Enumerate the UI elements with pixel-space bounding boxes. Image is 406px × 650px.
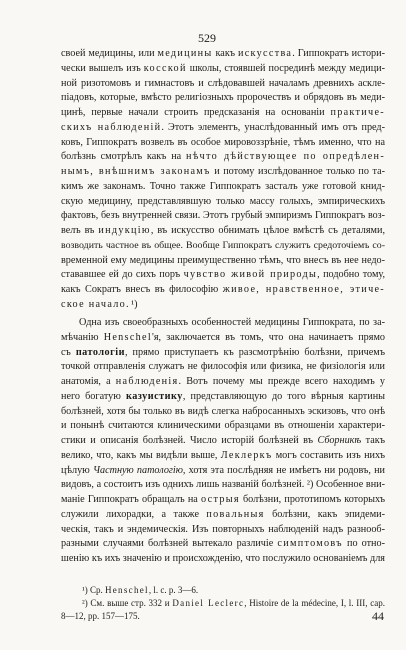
emphasis-spaced: ское начало xyxy=(61,298,127,310)
text-line xyxy=(61,180,385,195)
text-segment: стававшее ей до сихъ поръ xyxy=(61,269,184,281)
emphasis-spaced: медицины xyxy=(157,48,213,59)
text-line xyxy=(61,597,385,610)
text-segment: какъ Сократъ внесъ въ философію xyxy=(61,284,223,295)
text-line xyxy=(61,346,385,361)
text-segment: и понынѣ считаются клиническими образцами въ отношеніи характери- xyxy=(61,420,385,432)
text-segment: скую медицину, представлявшую только массу голыхъ, эмпирическихъ xyxy=(61,195,385,207)
emphasis-spaced: скихъ наблюденій xyxy=(61,121,162,133)
text-line xyxy=(61,224,385,239)
text-segment: . Этотъ элементъ, унаслѣдованный имъ отъ пред- xyxy=(161,121,386,133)
text-segment: маніе Гиппократъ обращалъ на xyxy=(61,494,201,505)
text-segment: кимъ же законамъ. Точно также Гиппократъ засталъ уже готовой книд- xyxy=(61,180,385,192)
text-segment: точкой отправленія служатъ не философія или физика, не физіологія или xyxy=(61,361,385,373)
text-line xyxy=(61,360,385,375)
text-segment: временной ему медицины преимущественно тѣмъ, что внесъ въ нее недо- xyxy=(61,254,385,266)
text-segment: служили лихорадки, а также xyxy=(61,508,207,520)
text-line xyxy=(61,254,385,269)
footnotes xyxy=(61,584,385,622)
text-line xyxy=(61,331,385,346)
text-segment: ческія, такъ и эндемическія. Изъ повторныхъ наблюденій надъ разнооб- xyxy=(61,523,385,535)
text-segment: ковъ, Гиппократъ возвелъ въ особое мировоззрѣніе, тѣмъ именно, что на xyxy=(61,136,385,148)
text-segment: . ¹) xyxy=(126,298,138,310)
emphasis-spaced: живое, нравственное, этиче- xyxy=(222,284,386,295)
paragraph xyxy=(61,47,385,313)
text-segment: своей медицины, или xyxy=(61,48,158,59)
text-segment: велъ въ xyxy=(61,225,99,236)
emphasis-spaced: симптомовъ xyxy=(277,538,343,550)
text-segment: , въ искусство обнимать цѣлое вмѣстѣ съ деталями, xyxy=(150,225,385,236)
text-segment: по отно- xyxy=(342,538,385,550)
emphasis-spaced: Леклеркъ xyxy=(220,449,273,461)
text-line xyxy=(61,150,385,165)
text-line xyxy=(61,268,385,283)
text-segment: такъ xyxy=(361,435,385,446)
text-line xyxy=(61,316,385,331)
text-line xyxy=(61,47,385,62)
text-segment: анатомія, а xyxy=(61,376,116,387)
text-line xyxy=(61,478,385,493)
text-segment: него богатую xyxy=(61,390,126,402)
emphasis-spaced: Henschel xyxy=(103,331,152,343)
text-line xyxy=(61,283,385,298)
emphasis-spaced: практиче- xyxy=(330,107,385,118)
text-segment: стики и описанія болѣзней. Число исторій болѣзней въ xyxy=(61,435,318,446)
text-line xyxy=(61,209,385,224)
text-line xyxy=(61,195,385,210)
text-segment: болѣзни, прототипомъ которыхъ xyxy=(239,494,385,505)
emphasis-bold: казуистику xyxy=(125,390,183,402)
text-segment: , прямо приступаетъ къ разсмотрѣнію болѣзни, причемъ xyxy=(124,346,385,358)
text-segment: . Вотъ почему мы прежде всего находимъ у xyxy=(178,376,386,387)
text-line xyxy=(61,537,385,552)
text-line xyxy=(61,434,385,449)
text-line xyxy=(61,62,385,77)
text-segment: . Гиппократъ истори- xyxy=(292,48,385,59)
text-line xyxy=(61,552,385,567)
text-segment: Одна изъ своеобразныхъ особенностей медицины Гиппократа, по за- xyxy=(79,317,385,328)
text-line xyxy=(61,390,385,405)
text-line xyxy=(61,106,385,121)
emphasis-spaced: острыя xyxy=(200,494,240,505)
paragraph xyxy=(61,316,385,567)
text-line xyxy=(61,165,385,180)
text-segment: могъ составить изъ нихъ xyxy=(272,449,385,461)
text-segment: , l. c. p. 3—6. xyxy=(148,585,199,595)
text-line xyxy=(61,493,385,508)
text-line xyxy=(61,405,385,420)
text-segment: , подобно тому, xyxy=(317,269,386,281)
text-line xyxy=(61,508,385,523)
emphasis-spaced: косской xyxy=(143,62,187,74)
text-segment: , хотя эта послѣдняя не имѣетъ ни родовъ, ни xyxy=(182,464,385,476)
text-line xyxy=(61,91,385,106)
text-line xyxy=(61,610,385,623)
text-segment: болѣзней, хотя бы только въ видѣ слегка набросанныхъ эскизовъ, что онѣ xyxy=(61,405,385,417)
text-line xyxy=(61,136,385,151)
page-number: 529 xyxy=(198,31,216,45)
text-line xyxy=(61,449,385,464)
text-segment: ¹) Ср. xyxy=(82,585,105,595)
emphasis-spaced: нымъ, внѣшнимъ законамъ xyxy=(61,166,211,177)
text-line xyxy=(61,298,385,313)
text-segment: возводить частное въ общее. Вообще Гиппократъ служитъ средоточіемъ со- xyxy=(61,239,385,251)
text-segment: какъ xyxy=(212,48,238,59)
emphasis-spaced: повальныя xyxy=(206,508,265,520)
emphasis-spaced: наблюденія xyxy=(115,376,179,387)
text-segment: видовъ, а состоитъ изъ однихъ лишь названій болѣзней. ²) Особенное вни- xyxy=(61,479,385,491)
text-segment: піадовъ, которые, вмѣсто религіозныхъ пророчествъ и обрядовъ въ меди- xyxy=(61,92,385,104)
text-segment: мѣчанію xyxy=(61,331,104,343)
printer-signature-mark: 44 xyxy=(372,609,384,623)
emphasis-spaced: искусства xyxy=(237,48,293,59)
text-segment: разными случаями болѣзней вытекало различіе xyxy=(61,538,278,550)
text-segment: съ xyxy=(61,346,76,358)
text-segment: цѣлую xyxy=(61,464,93,476)
text-segment: , Histoire de la médecine, I, l. III, cap. xyxy=(244,597,385,608)
text-line xyxy=(61,464,385,479)
text-line xyxy=(61,239,385,254)
emphasis-spaced: чувство живой природы xyxy=(183,269,318,281)
text-segment: велико, что, какъ мы видѣли выше, xyxy=(61,449,221,461)
text-line xyxy=(61,77,385,92)
footnote-1 xyxy=(61,584,385,597)
emphasis-spaced: нѣчто дѣйствующее по опредѣлен- xyxy=(185,151,386,163)
text-segment: болѣзнь смотрѣлъ какъ на xyxy=(61,151,186,163)
text-segment: шенію къ ихъ значенію и происхожденію, что послужило основаніемъ для xyxy=(61,553,385,564)
text-segment: чески вышелъ изъ xyxy=(61,62,144,74)
text-segment: болѣзни, какъ эпидеми- xyxy=(264,508,385,520)
emphasis-bold: патологіи xyxy=(75,346,125,358)
text-segment: ной ризотомовъ и гимнастовъ и слѣдовавшей началамъ древнихъ аскле- xyxy=(61,77,385,89)
emphasis-spaced: Henschel xyxy=(104,585,149,595)
text-segment: фактовъ, безъ внутренней связи. Этотъ грубый эмпиризмъ Гиппократъ воз- xyxy=(61,210,385,222)
text-line xyxy=(61,419,385,434)
emphasis-spaced: индукцію xyxy=(98,225,151,236)
text-line xyxy=(61,584,385,597)
text-line xyxy=(61,375,385,390)
emphasis-spaced: Daniel Leclerc xyxy=(172,597,245,608)
text-segment: школы, стоявшей посрединѣ между медици- xyxy=(186,62,385,74)
body-text xyxy=(61,47,385,567)
text-segment: , представляющую до того вѣрныя картины xyxy=(182,390,385,402)
text-segment: цинѣ, первые начали строить предсказанія на основаніи xyxy=(61,107,331,118)
emphasis-italic: Частную патологію xyxy=(92,464,183,476)
text-segment: 'я, заключается въ томъ, что она начинаетъ прямо xyxy=(152,331,385,343)
text-segment: ²) См. выше стр. 332 и xyxy=(82,597,173,608)
text-segment: 8—12, pp. 157—175. xyxy=(61,610,140,621)
footnote-2 xyxy=(61,597,385,623)
text-line xyxy=(61,121,385,136)
text-line xyxy=(61,523,385,538)
text-segment: и потому изслѣдованное только по та- xyxy=(210,166,385,177)
emphasis-italic: Сборникѣ xyxy=(317,435,362,446)
